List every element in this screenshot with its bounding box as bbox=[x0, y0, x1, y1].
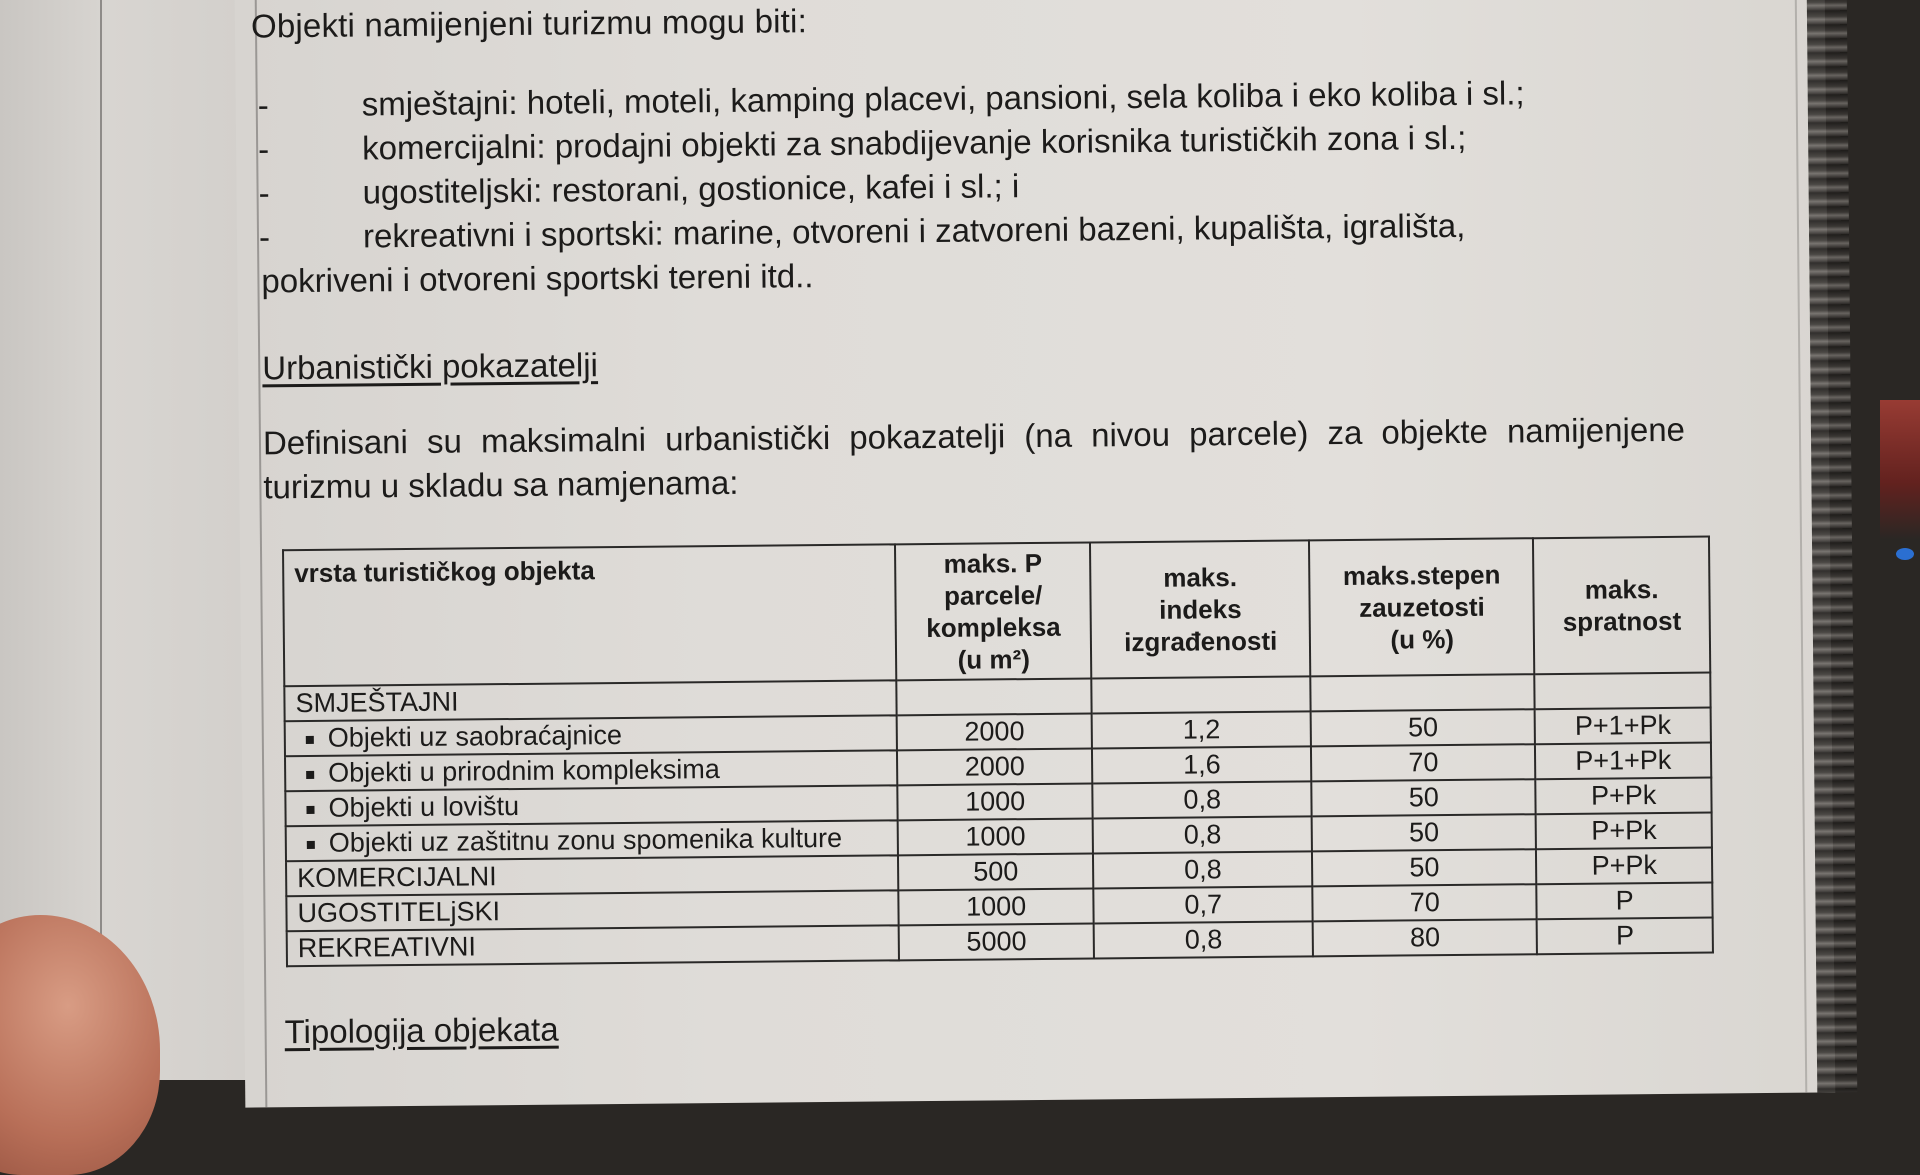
cell-area: 2000 bbox=[897, 713, 1093, 750]
row-name: UGOSTITELjSKI bbox=[286, 890, 898, 931]
row-name: Objekti uz zaštitnu zonu spomenika kulture bbox=[328, 822, 843, 858]
list-item-text: komercijalni: prodajni objekti za snabdijevanje korisnika turističkih zona i sl.; bbox=[361, 118, 1467, 167]
header-text: spratnost bbox=[1562, 605, 1682, 637]
cell-area: 2000 bbox=[897, 748, 1093, 785]
section-heading-typology: Tipologija objekata bbox=[284, 1010, 559, 1051]
cell-floors: P+1+Pk bbox=[1535, 743, 1711, 780]
header-text: maks. bbox=[1163, 562, 1238, 593]
square-bullet-icon bbox=[306, 736, 314, 744]
indicators-table bbox=[282, 536, 1714, 968]
row-name: KOMERCIJALNI bbox=[286, 855, 898, 896]
list-item-text: ugostiteljski: restorani, gostionice, kafei i sl.; i bbox=[362, 167, 1020, 211]
header-max-index bbox=[1090, 540, 1310, 678]
list-dash: - bbox=[258, 218, 271, 256]
cell-occupancy: 70 bbox=[1311, 744, 1536, 781]
table-cell bbox=[1535, 673, 1711, 710]
cell-occupancy: 50 bbox=[1312, 849, 1537, 886]
header-text: (u %) bbox=[1390, 623, 1455, 655]
row-name-cell bbox=[286, 820, 898, 861]
cell-occupancy: 80 bbox=[1313, 919, 1538, 956]
cell-index: 0,8 bbox=[1093, 851, 1312, 888]
list-dash: - bbox=[257, 86, 269, 124]
header-text: maks.stepen bbox=[1342, 559, 1501, 592]
table-cell bbox=[896, 678, 1092, 715]
background-red-light bbox=[1880, 400, 1920, 540]
table-cell bbox=[1092, 676, 1311, 713]
background-blue-light bbox=[1896, 548, 1914, 560]
cell-area: 1000 bbox=[898, 888, 1094, 925]
cell-floors: P+Pk bbox=[1536, 848, 1712, 885]
cell-floors: P+Pk bbox=[1536, 813, 1712, 850]
row-name: REKREATIVNI bbox=[287, 925, 899, 966]
row-name: Objekti u lovištu bbox=[328, 790, 520, 823]
list-item-text: rekreativni i sportski: marine, otvoreni i zatvoreni bazeni, kupališta, igrališta, bbox=[362, 206, 1466, 255]
cell-floors: P+Pk bbox=[1536, 778, 1712, 815]
square-bullet-icon bbox=[306, 771, 314, 779]
table-cell bbox=[1310, 674, 1535, 711]
cell-floors: P bbox=[1537, 883, 1713, 920]
document-content bbox=[251, 0, 1691, 1051]
header-text: maks. bbox=[1584, 574, 1659, 605]
document-page bbox=[235, 0, 1836, 1108]
list-item-text: smještajni: hoteli, moteli, kamping placevi, pansioni, sela koliba i eko koliba i sl.; bbox=[361, 74, 1525, 123]
header-text: parcele/ bbox=[943, 579, 1043, 611]
square-bullet-icon bbox=[306, 806, 314, 814]
header-max-occupancy bbox=[1309, 538, 1535, 676]
header-object-type: vrsta turističkog objekta bbox=[283, 544, 896, 686]
left-sheet-fold bbox=[100, 0, 102, 1080]
header-text: maks. P bbox=[943, 547, 1043, 579]
row-name-cell bbox=[285, 785, 897, 826]
cell-index: 0,8 bbox=[1094, 921, 1313, 958]
cell-occupancy: 50 bbox=[1312, 814, 1537, 851]
indicators-paragraph: Definisani su maksimalni urbanistički pokazatelji (na nivou parcele) za objekte namijenjene turizmu u skladu sa namjenama: bbox=[262, 410, 1686, 506]
header-text: izgrađenosti bbox=[1124, 625, 1278, 658]
cell-area: 500 bbox=[898, 853, 1094, 890]
row-name: Objekti u prirodnim kompleksima bbox=[328, 754, 720, 788]
group-label-smjestajni: SMJEŠTAJNI bbox=[284, 680, 896, 721]
list-continuation: pokriveni i otvoreni sportski tereni itd.. bbox=[261, 257, 814, 300]
cell-area: 1000 bbox=[897, 783, 1093, 820]
row-name-cell bbox=[285, 750, 897, 791]
header-text: kompleksa bbox=[926, 611, 1061, 644]
header-max-floors bbox=[1533, 537, 1710, 675]
cell-occupancy: 50 bbox=[1311, 709, 1536, 746]
list-dash: - bbox=[258, 174, 270, 212]
square-bullet-icon bbox=[307, 841, 315, 849]
cell-floors: P+1+Pk bbox=[1535, 708, 1711, 745]
header-text: (u m²) bbox=[957, 644, 1031, 675]
cell-index: 0,7 bbox=[1094, 886, 1313, 923]
cell-occupancy: 70 bbox=[1312, 884, 1537, 921]
cell-index: 0,8 bbox=[1093, 781, 1312, 818]
header-text: indeks bbox=[1159, 594, 1242, 625]
cell-index: 1,6 bbox=[1092, 746, 1311, 783]
cell-area: 5000 bbox=[899, 923, 1095, 960]
list-dash: - bbox=[257, 130, 270, 168]
header-text: zauzetosti bbox=[1358, 591, 1485, 623]
object-types-list bbox=[252, 70, 1684, 260]
cell-area: 1000 bbox=[898, 818, 1094, 855]
row-name: Objekti uz saobraćajnice bbox=[327, 719, 623, 753]
page-right-line bbox=[1795, 0, 1808, 1093]
page-dark-edge bbox=[1807, 0, 1858, 1093]
table-header-row bbox=[283, 537, 1710, 687]
cell-occupancy: 50 bbox=[1311, 779, 1536, 816]
row-name-cell bbox=[285, 715, 897, 756]
cell-floors: P bbox=[1537, 918, 1713, 955]
intro-text: Objekti namijenjeni turizmu mogu biti: bbox=[250, 2, 808, 45]
section-heading-indicators: Urbanistički pokazatelji bbox=[262, 346, 599, 387]
cell-index: 0,8 bbox=[1093, 816, 1312, 853]
cell-index: 1,2 bbox=[1092, 711, 1311, 748]
header-max-area bbox=[895, 542, 1092, 680]
